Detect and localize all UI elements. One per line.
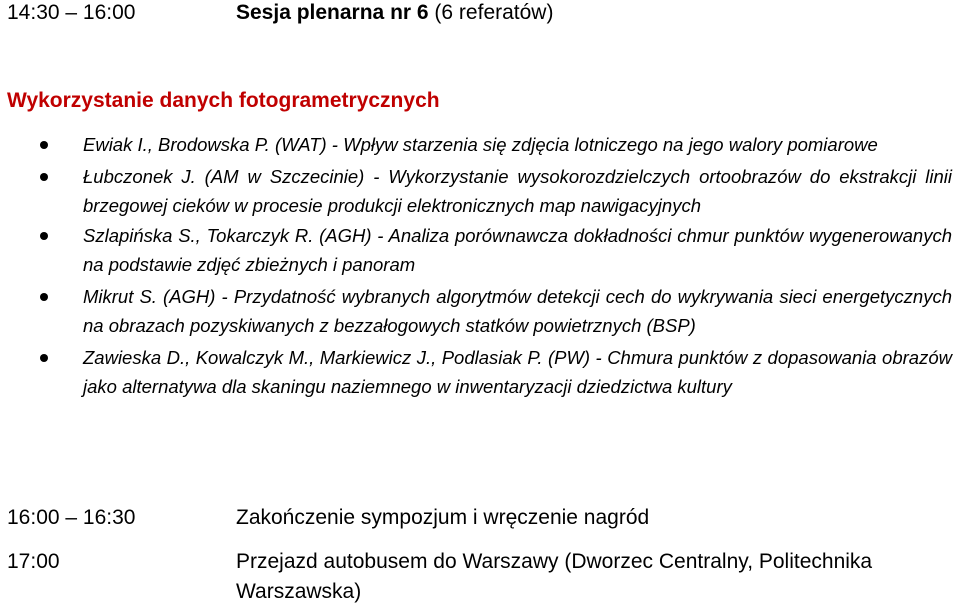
transport-text: Przejazd autobusem do Warszawy (Dworzec Centralny, Politechnika Warszawska) xyxy=(236,550,873,603)
section-title: Wykorzystanie danych fotogrametrycznych xyxy=(7,89,440,112)
talk-authors: Zawieska D., Kowalczyk M., Markiewicz J., Podlasiak P. (PW) xyxy=(83,346,591,368)
talk-item xyxy=(0,162,960,221)
bullet-icon xyxy=(40,354,48,362)
talk-authors: Łubczonek J. (AM w Szczecinie) xyxy=(83,165,365,187)
talk-item xyxy=(0,343,960,402)
talk-authors: Szlapińska S., Tokarczyk R. (AGH) xyxy=(83,224,372,246)
talk-title: Chmura punktów z dopasowania obrazów jako alternatywa dla skaningu naziemnego w inwentaryzacji dziedzictwa kultury xyxy=(83,346,952,397)
talk-authors: Mikrut S. (AGH) xyxy=(83,285,216,307)
talk-item xyxy=(0,282,960,341)
talk-item xyxy=(0,221,960,280)
talk-separator: - xyxy=(364,165,389,187)
talk-separator: - xyxy=(590,346,608,368)
talk-title: Analiza porównawcza dokładności chmur punktów wygenerowanych na podstawie zdjęć zbieżnych i panoram xyxy=(83,224,952,275)
talk-title: Przydatność wybranych algorytmów detekcji cech do wykrywania sieci energetycznych na obrazach pozyskiwanych z bezzałogowych statków powietrznych (BSP) xyxy=(83,285,953,336)
talk-list xyxy=(0,130,960,402)
talk-separator: - xyxy=(215,285,234,307)
talk-separator: - xyxy=(326,134,344,155)
talk-title: Wpływ starzenia się zdjęcia lotniczego na jego walory pomiarowe xyxy=(343,134,878,155)
talk-title: Wykorzystanie wysokorozdzielczych ortoobrazów do ekstrakcji linii brzegowej cieków w procesie produkcji elektronicznych map nawigacyjnych xyxy=(83,165,952,216)
session-time: 14:30 – 16:00 xyxy=(7,1,136,24)
talk-authors: Ewiak I., Brodowska P. (WAT) xyxy=(83,134,327,155)
session-title xyxy=(236,0,952,28)
talk-separator: - xyxy=(371,224,389,246)
closing-time: 16:00 – 16:30 xyxy=(7,506,136,529)
session-title-rest: (6 referatów) xyxy=(428,1,554,24)
bullet-icon xyxy=(40,232,48,240)
bullet-icon xyxy=(40,141,48,149)
talk-item xyxy=(0,130,960,160)
bullet-icon xyxy=(40,173,48,181)
bullet-icon xyxy=(40,293,48,301)
transport-time: 17:00 xyxy=(7,550,60,573)
session-title-bold: Sesja plenarna nr 6 xyxy=(236,1,429,24)
closing-text: Zakończenie sympozjum i wręczenie nagród xyxy=(236,506,650,529)
